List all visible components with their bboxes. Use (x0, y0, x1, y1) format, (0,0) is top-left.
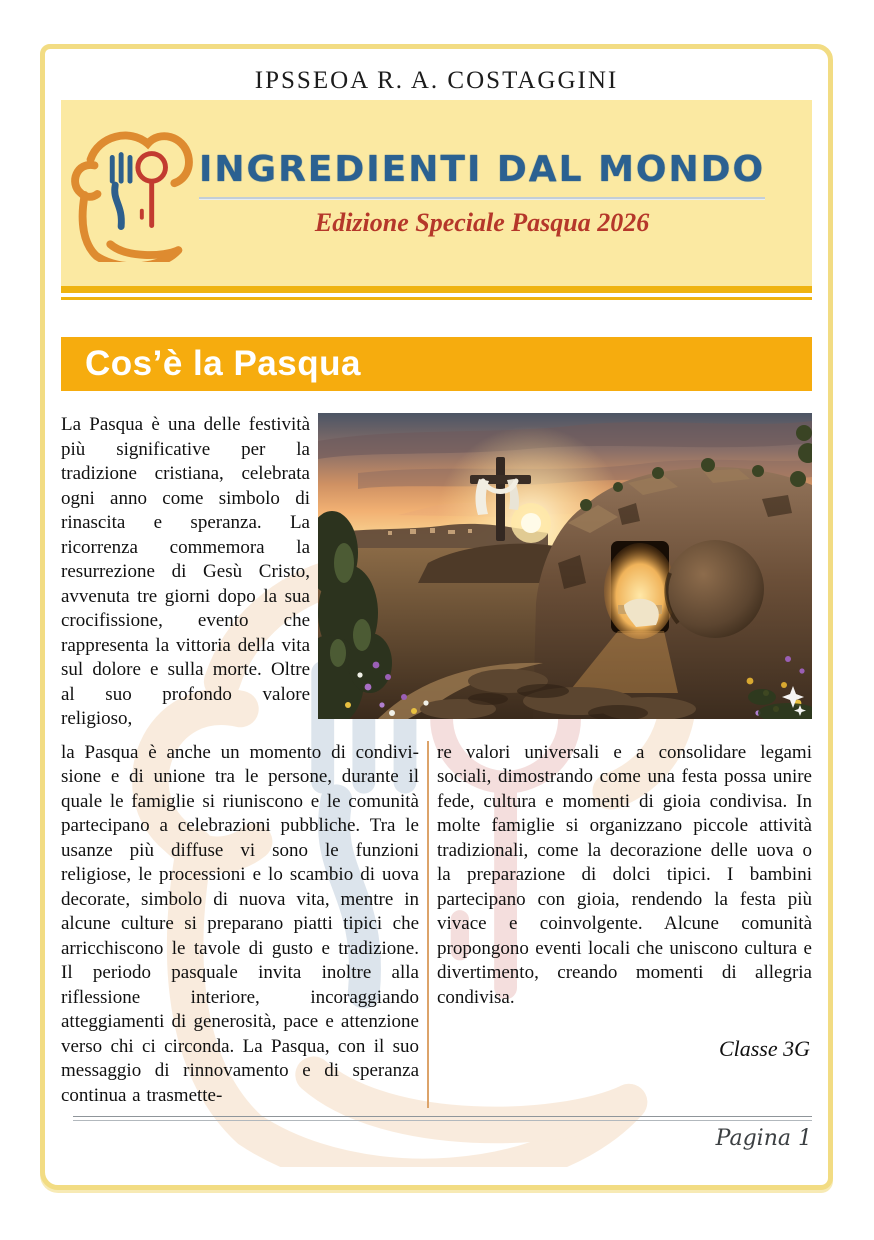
column-divider (427, 741, 429, 1109)
easter-photo (318, 413, 812, 719)
article-headline-bar (61, 337, 812, 391)
masthead-divider (199, 197, 765, 199)
masthead-banner (61, 100, 812, 293)
article-byline: Classe 3G (718, 1036, 810, 1061)
newsletter-title: INGREDIENTI DAL MONDO (199, 148, 766, 190)
school-name: IPSSEOA R. A. COSTAGGINI (254, 67, 619, 94)
page-number: Pagina 1 (715, 1126, 812, 1151)
gold-rule (61, 297, 812, 300)
article-text-column-2: la Pasqua è anche un momento di condivisione e di unione tra le persone, durante il quale le famiglie si riuniscono e le comunità partecipano a celebrazioni pubbliche. Tra le usanze più diffuse vi sono le funzioni religiose, le processioni e lo scambio di uova decorate, simbolo di nuova vita, mentre in alcune culture si preparano piatti tipici che arricchiscono le tavole di gusto e tradizione. Il periodo pasquale invita inoltre alla riflessione interiore, incoraggiando atteggiamenti di generosità, pace e attenzione verso chi ci circonda. La Pasqua, con il suo messaggio di rinnovamento e di speranza continua a trasmette- (61, 741, 419, 1106)
footer-rule (73, 1116, 812, 1121)
newsletter-page (40, 44, 833, 1190)
article-text-column-1: La Pasqua è una delle festività più significative per la tradizione cristiana, celebrata ogni anno come simbolo di rinascita e speranza. La ricorrenza commemora la resurrezione di Gesù Cristo, avvenuta tre giorni dopo la sua crocifissione, evento che rappresenta la vittoria della vita sul dolore e sulla morte. Oltre al suo profondo valore religioso, (61, 414, 310, 729)
article-text-column-3: re valori universali e a consolidare legami sociali, dimostrando come una festa possa unire fede, cultura e momenti di gioia condivisa. In molte famiglie si organizzano piccole attività tradizionali, come la decorazione delle uova o la preparazione di dolci tipici. I bambini partecipano con gioia, rendendo la festa più vivace e coinvolgente. Alcune comunità propongono eventi locali che uniscono cultura e divertimento, creando momenti di allegria condivisa. (437, 741, 812, 1008)
chef-hat-fork-spoon-icon (61, 124, 199, 262)
newsletter-subtitle: Edizione Speciale Pasqua 2026 (314, 207, 650, 237)
article-headline: Cos’è la Pasqua (85, 344, 361, 383)
masthead (199, 149, 861, 238)
